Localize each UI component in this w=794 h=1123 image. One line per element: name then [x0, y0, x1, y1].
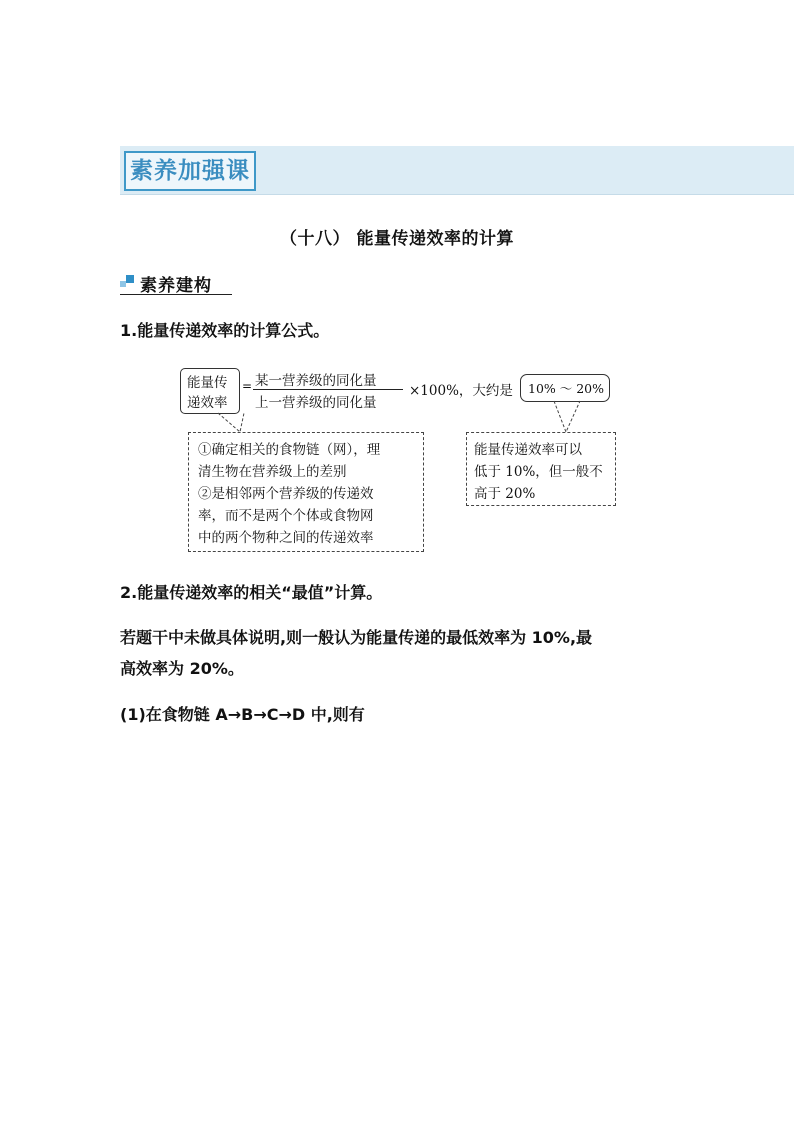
range-value: 10% ～ 20% — [528, 381, 605, 396]
paragraph-line-2: 高效率为 20%。 — [120, 659, 244, 678]
section-title: 素养建构 — [140, 276, 212, 296]
equals-sign: = — [242, 379, 253, 393]
item1-text: (1)在食物链 A→B→C→D 中,则有 — [120, 705, 365, 724]
section-square-icon — [120, 275, 136, 291]
section-banner — [120, 146, 794, 195]
formula-diagram — [170, 360, 630, 560]
note-left-line: ②是相邻两个营养级的传递效 — [198, 486, 374, 502]
fraction-numerator: 某一营养级的同化量 — [255, 373, 377, 389]
note-right-line: 低于 10%，但一般不 — [474, 464, 603, 480]
point1-heading: 1.能量传递效率的计算公式。 — [120, 321, 330, 340]
efficiency-label-1: 能量传 — [187, 375, 228, 391]
point2-heading: 2.能量传递效率的相关“最值”计算。 — [120, 583, 383, 602]
note-right-line: 能量传递效率可以 — [474, 442, 582, 458]
efficiency-label-2: 递效率 — [187, 395, 228, 411]
fraction-denominator: 上一营养级的同化量 — [255, 395, 377, 411]
note-left-line: 中的两个物种之间的传递效率 — [198, 530, 374, 546]
note-left-line: 清生物在营养级上的差别 — [198, 464, 347, 480]
banner-label: 素养加强课 — [124, 151, 256, 191]
note-right-line: 高于 20% — [474, 486, 536, 502]
note-left-line: 率，而不是两个个体或食物网 — [198, 508, 374, 524]
paragraph-line-1: 若题干中未做具体说明,则一般认为能量传递的最低效率为 10%,最 — [120, 628, 593, 647]
note-left-line: ①确定相关的食物链（网），理 — [198, 442, 381, 458]
multiplier-text: ×100%，大约是 — [409, 383, 513, 399]
lesson-title: （十八） 能量传递效率的计算 — [280, 229, 514, 249]
section-heading — [120, 272, 232, 295]
